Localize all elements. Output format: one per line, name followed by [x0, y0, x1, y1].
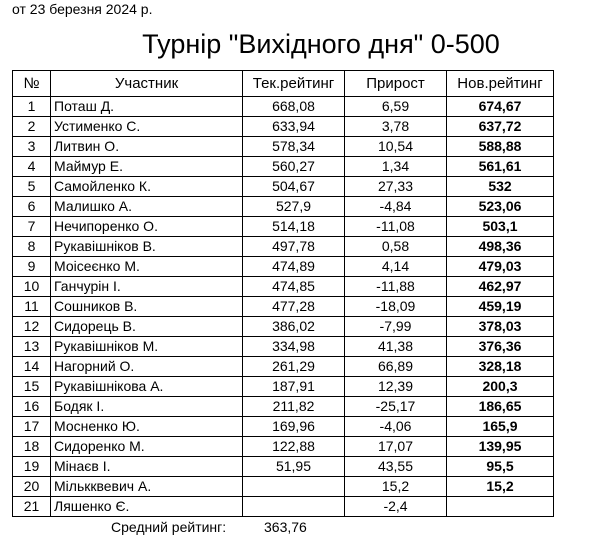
- row-number: 16: [13, 397, 51, 417]
- participant-name: Рукавішніков В.: [51, 237, 243, 257]
- new-rating: 462,97: [447, 277, 554, 297]
- new-rating: 479,03: [447, 257, 554, 277]
- table-row: [13, 457, 554, 477]
- table-row: [13, 217, 554, 237]
- row-number: 5: [13, 177, 51, 197]
- row-number: 10: [13, 277, 51, 297]
- rating-gain: 15,2: [345, 477, 447, 497]
- new-rating: 561,61: [447, 157, 554, 177]
- rating-gain: -4,06: [345, 417, 447, 437]
- average-rating-label: Средний рейтинг:: [111, 519, 227, 535]
- table-body: [13, 97, 554, 517]
- participant-name: Литвин О.: [51, 137, 243, 157]
- current-rating: 51,95: [243, 457, 345, 477]
- rating-gain: 12,39: [345, 377, 447, 397]
- table-row: [13, 317, 554, 337]
- rating-gain: 41,38: [345, 337, 447, 357]
- current-rating: 169,96: [243, 417, 345, 437]
- table-row: [13, 437, 554, 457]
- participant-name: Рукавішнікова А.: [51, 377, 243, 397]
- table-row: [13, 137, 554, 157]
- tournament-title: Турнір "Вихідного дня" 0-500: [142, 29, 500, 59]
- column-header-number: №: [13, 71, 51, 97]
- new-rating: 165,9: [447, 417, 554, 437]
- table-row: [13, 277, 554, 297]
- table-row: [13, 337, 554, 357]
- new-rating: 532: [447, 177, 554, 197]
- new-rating: 139,95: [447, 437, 554, 457]
- current-rating: 187,91: [243, 377, 345, 397]
- row-number: 20: [13, 477, 51, 497]
- rating-gain: 4,14: [345, 257, 447, 277]
- rating-gain: -11,88: [345, 277, 447, 297]
- rating-gain: -7,99: [345, 317, 447, 337]
- participant-name: Нагорний О.: [51, 357, 243, 377]
- average-rating-value: 363,76: [264, 519, 307, 535]
- rating-gain: 3,78: [345, 117, 447, 137]
- current-rating: 578,34: [243, 137, 345, 157]
- row-number: 17: [13, 417, 51, 437]
- new-rating: 523,06: [447, 197, 554, 217]
- participant-name: Ляшенко Є.: [51, 497, 243, 517]
- table-row: [13, 197, 554, 217]
- participant-name: Моісеєнко М.: [51, 257, 243, 277]
- current-rating: [243, 497, 345, 517]
- rating-gain: -18,09: [345, 297, 447, 317]
- current-rating: 633,94: [243, 117, 345, 137]
- column-header-new-rating: Нов.рейтинг: [447, 71, 554, 97]
- current-rating: 477,28: [243, 297, 345, 317]
- row-number: 9: [13, 257, 51, 277]
- current-rating: 527,9: [243, 197, 345, 217]
- rating-gain: 6,59: [345, 97, 447, 117]
- rating-gain: 43,55: [345, 457, 447, 477]
- table-row: [13, 417, 554, 437]
- row-number: 12: [13, 317, 51, 337]
- column-header-participant: Участник: [51, 71, 243, 97]
- participant-name: Сидорець В.: [51, 317, 243, 337]
- table-row: [13, 297, 554, 317]
- participant-name: Мількквевич А.: [51, 477, 243, 497]
- table-row: [13, 257, 554, 277]
- new-rating: [447, 497, 554, 517]
- current-rating: 497,78: [243, 237, 345, 257]
- current-rating: 474,89: [243, 257, 345, 277]
- participant-name: Бодяк І.: [51, 397, 243, 417]
- column-header-gain: Прирост: [345, 71, 447, 97]
- rating-gain: -25,17: [345, 397, 447, 417]
- new-rating: 588,88: [447, 137, 554, 157]
- rating-gain: 0,58: [345, 237, 447, 257]
- participant-name: Малишко А.: [51, 197, 243, 217]
- participant-name: Маймур Е.: [51, 157, 243, 177]
- rating-gain: -4,84: [345, 197, 447, 217]
- participant-name: Мінаєв І.: [51, 457, 243, 477]
- table-row: [13, 157, 554, 177]
- table-row: [13, 397, 554, 417]
- new-rating: 503,1: [447, 217, 554, 237]
- new-rating: 378,03: [447, 317, 554, 337]
- table-row: [13, 117, 554, 137]
- participant-name: Поташ Д.: [51, 97, 243, 117]
- rating-gain: 27,33: [345, 177, 447, 197]
- current-rating: 504,67: [243, 177, 345, 197]
- row-number: 21: [13, 497, 51, 517]
- new-rating: 376,36: [447, 337, 554, 357]
- participant-name: Сидоренко М.: [51, 437, 243, 457]
- row-number: 2: [13, 117, 51, 137]
- table-row: [13, 97, 554, 117]
- current-rating: 122,88: [243, 437, 345, 457]
- current-rating: 211,82: [243, 397, 345, 417]
- current-rating: 668,08: [243, 97, 345, 117]
- new-rating: 498,36: [447, 237, 554, 257]
- row-number: 3: [13, 137, 51, 157]
- rating-gain: -2,4: [345, 497, 447, 517]
- row-number: 6: [13, 197, 51, 217]
- rating-gain: 1,34: [345, 157, 447, 177]
- new-rating: 328,18: [447, 357, 554, 377]
- participant-name: Устименко С.: [51, 117, 243, 137]
- table-row: [13, 237, 554, 257]
- row-number: 18: [13, 437, 51, 457]
- row-number: 15: [13, 377, 51, 397]
- rating-gain: 10,54: [345, 137, 447, 157]
- current-rating: 474,85: [243, 277, 345, 297]
- row-number: 11: [13, 297, 51, 317]
- new-rating: 186,65: [447, 397, 554, 417]
- new-rating: 200,3: [447, 377, 554, 397]
- current-rating: 334,98: [243, 337, 345, 357]
- rating-gain: -11,08: [345, 217, 447, 237]
- row-number: 14: [13, 357, 51, 377]
- row-number: 1: [13, 97, 51, 117]
- new-rating: 459,19: [447, 297, 554, 317]
- row-number: 13: [13, 337, 51, 357]
- row-number: 4: [13, 157, 51, 177]
- row-number: 7: [13, 217, 51, 237]
- participant-name: Нечипоренко О.: [51, 217, 243, 237]
- table-row: [13, 497, 554, 517]
- row-number: 8: [13, 237, 51, 257]
- rating-gain: 66,89: [345, 357, 447, 377]
- current-rating: 560,27: [243, 157, 345, 177]
- participant-name: Ганчурін І.: [51, 277, 243, 297]
- row-number: 19: [13, 457, 51, 477]
- current-rating: [243, 477, 345, 497]
- table-row: [13, 177, 554, 197]
- new-rating: 15,2: [447, 477, 554, 497]
- document-date: от 23 березня 2024 р.: [12, 1, 153, 17]
- participant-name: Мосненко Ю.: [51, 417, 243, 437]
- column-header-current-rating: Тек.рейтинг: [243, 71, 345, 97]
- current-rating: 261,29: [243, 357, 345, 377]
- new-rating: 95,5: [447, 457, 554, 477]
- rating-table: [12, 70, 554, 517]
- participant-name: Рукавішніков М.: [51, 337, 243, 357]
- table-header-row: [13, 71, 554, 97]
- table-row: [13, 377, 554, 397]
- new-rating: 674,67: [447, 97, 554, 117]
- participant-name: Сошников В.: [51, 297, 243, 317]
- current-rating: 386,02: [243, 317, 345, 337]
- new-rating: 637,72: [447, 117, 554, 137]
- current-rating: 514,18: [243, 217, 345, 237]
- rating-gain: 17,07: [345, 437, 447, 457]
- table-row: [13, 477, 554, 497]
- table-row: [13, 357, 554, 377]
- participant-name: Самойленко К.: [51, 177, 243, 197]
